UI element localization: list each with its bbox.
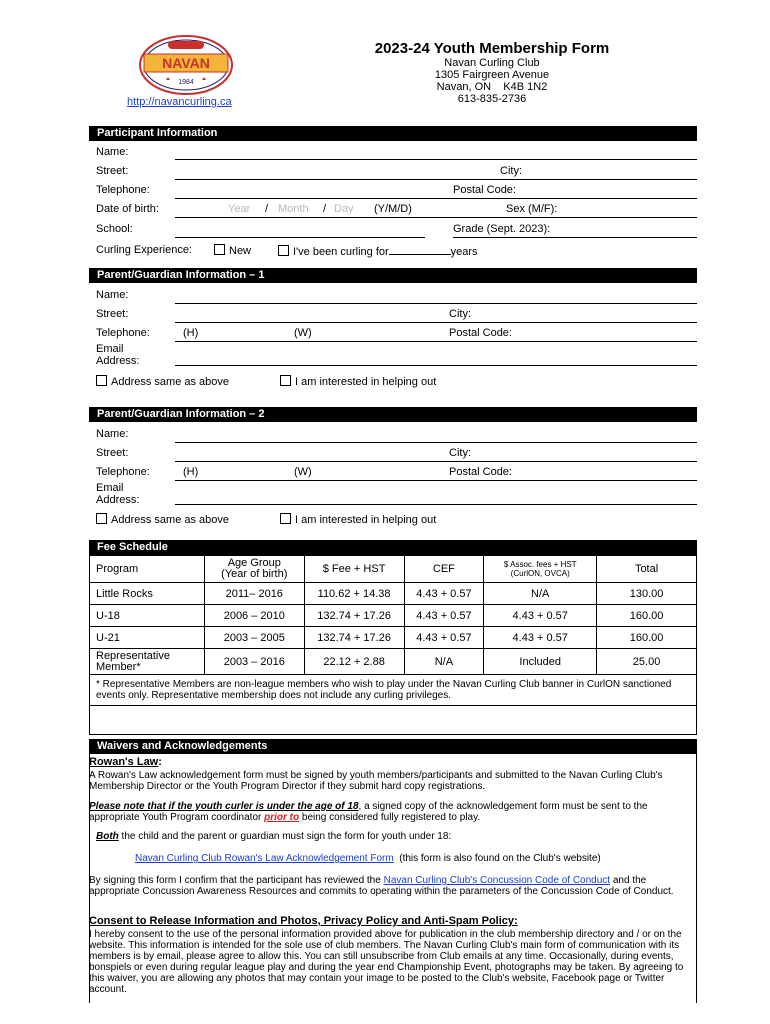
cell-total: 130.00 xyxy=(597,583,697,605)
logo-text: NAVAN xyxy=(162,55,210,71)
cell-fee: 110.62 + 14.38 xyxy=(304,583,404,605)
participant-section-header: Participant Information xyxy=(89,126,697,141)
guardian1-postal-label: Postal Code: xyxy=(449,327,512,339)
guardian1-home-label: (H) xyxy=(183,327,199,339)
under-18-note xyxy=(89,801,693,823)
waivers-section-header: Waivers and Acknowledgements xyxy=(89,739,697,754)
club-phone: 613-835-2736 xyxy=(457,93,527,105)
guardian2-street-label: Street: xyxy=(96,447,129,459)
participant-name-label: Name: xyxy=(96,146,129,158)
table-row xyxy=(90,649,697,675)
table-row xyxy=(90,605,697,627)
participant-street-field[interactable] xyxy=(175,179,697,180)
participant-school-label: School: xyxy=(96,223,133,235)
rowans-law-heading: Rowan's Law xyxy=(89,756,159,768)
guardian1-name-label: Name: xyxy=(96,289,129,301)
same-address-label-1: Address same as above xyxy=(111,376,230,388)
cell-assoc: 4.43 + 0.57 xyxy=(484,627,597,649)
guardian2-name-label: Name: xyxy=(96,428,129,440)
cell-age: 2003 – 2005 xyxy=(204,627,304,649)
guardian1-name-field[interactable] xyxy=(175,303,697,304)
guardian2-email-label-2: Address: xyxy=(96,494,140,506)
guardian1-helping-option[interactable] xyxy=(280,375,436,388)
participant-street-label: Street: xyxy=(96,165,129,177)
club-logo xyxy=(138,34,234,96)
checkbox-same-address-2[interactable] xyxy=(96,513,107,524)
form-header xyxy=(352,40,632,105)
been-curling-label: I've been curling for xyxy=(293,246,389,258)
helping-label-2: I am interested in helping out xyxy=(295,514,437,526)
years-label: years xyxy=(450,246,478,258)
header-cef: CEF xyxy=(404,556,484,583)
guardian2-street-field[interactable] xyxy=(175,461,697,462)
cell-fee: 22.12 + 2.88 xyxy=(304,649,404,675)
guardian2-work-label: (W) xyxy=(294,466,312,478)
cell-cef: 4.43 + 0.57 xyxy=(404,605,484,627)
guardian2-telephone-label: Telephone: xyxy=(96,466,150,478)
dob-separator-2: / xyxy=(323,203,327,215)
cell-program: Little Rocks xyxy=(90,583,205,605)
participant-grade-label: Grade (Sept. 2023): xyxy=(453,223,551,235)
table-row xyxy=(90,627,697,649)
guardian2-name-field[interactable] xyxy=(175,442,697,443)
consent-title: Consent to Release Information and Photos, Privacy Policy and Anti-Spam Policy: xyxy=(89,915,518,927)
cell-program: Representative Member* xyxy=(90,649,205,675)
form-title: 2023-24 Youth Membership Form xyxy=(374,40,610,57)
dob-separator: / xyxy=(265,203,269,215)
cell-cef: 4.43 + 0.57 xyxy=(404,583,484,605)
cell-total: 160.00 xyxy=(597,605,697,627)
participant-postal-label: Postal Code: xyxy=(453,184,516,196)
guardian1-section-header: Parent/Guardian Information – 1 xyxy=(89,268,697,283)
cell-cef: N/A xyxy=(404,649,484,675)
guardian1-work-label: (W) xyxy=(294,327,312,339)
guardian1-email-label-2: Address: xyxy=(96,355,140,367)
participant-telephone-label: Telephone: xyxy=(96,184,150,196)
participant-telephone-field[interactable] xyxy=(175,198,697,199)
participant-school-field[interactable] xyxy=(175,237,425,238)
club-street: 1305 Fairgreen Avenue xyxy=(434,69,550,81)
checkbox-been-curling[interactable] xyxy=(278,245,289,256)
club-name: Navan Curling Club xyxy=(444,57,540,69)
guardian2-city-label: City: xyxy=(449,447,471,459)
signing-text-before: By signing this form I confirm that the participant has reviewed the xyxy=(89,875,384,886)
curling-experience-label: Curling Experience: xyxy=(96,244,192,256)
participant-name-field[interactable] xyxy=(175,159,697,160)
concussion-statement xyxy=(89,875,693,897)
guardian1-street-field[interactable] xyxy=(175,322,697,323)
cell-assoc: 4.43 + 0.57 xyxy=(484,605,597,627)
cell-age: 2011– 2016 xyxy=(204,583,304,605)
header-age-group: Age Group (Year of birth) xyxy=(204,556,304,583)
cell-fee: 132.74 + 17.26 xyxy=(304,605,404,627)
cell-age: 2003 – 2016 xyxy=(204,649,304,675)
acknowledgement-form-line xyxy=(135,853,739,864)
header-program: Program xyxy=(90,556,205,583)
participant-grade-field[interactable] xyxy=(453,237,697,238)
club-city: Navan, ON K4B 1N2 xyxy=(436,81,548,93)
prior-to-text: prior to xyxy=(264,812,300,823)
checkbox-new[interactable] xyxy=(214,244,225,255)
rowans-law-text: A Rowan's Law acknowledgement form must be signed by youth members/participants and submitted to the Navan Curling Club's Membership Director or the Youth Program Director if they submit hard copy registrations. xyxy=(89,770,663,792)
checkbox-helping-1[interactable] xyxy=(280,375,291,386)
dob-month-placeholder[interactable]: Month xyxy=(278,203,309,215)
guardian1-street-label: Street: xyxy=(96,308,129,320)
cell-total: 160.00 xyxy=(597,627,697,649)
dob-year-placeholder[interactable]: Year xyxy=(228,203,251,215)
checkbox-helping-2[interactable] xyxy=(280,513,291,524)
cell-age: 2006 – 2010 xyxy=(204,605,304,627)
guardian1-email-field[interactable] xyxy=(175,365,697,366)
cell-program: U-18 xyxy=(90,605,205,627)
guardian2-telephone-field[interactable] xyxy=(175,480,697,481)
dob-day-placeholder[interactable]: Day xyxy=(334,203,354,215)
header-assoc-fees: $ Assoc. fees + HST (CurlON, OVCA) xyxy=(484,556,597,583)
cell-total: 25.00 xyxy=(597,649,697,675)
participant-sex-label: Sex (M/F): xyxy=(506,203,558,215)
fee-table-header-row xyxy=(90,556,697,583)
experience-years-option[interactable] xyxy=(278,244,478,258)
guardian2-same-address-option[interactable] xyxy=(96,513,229,526)
header-fee: $ Fee + HST xyxy=(304,556,404,583)
guardian2-section-header: Parent/Guardian Information – 2 xyxy=(89,407,697,422)
guardian1-email-label: Email xyxy=(96,343,124,355)
participant-dob-field[interactable] xyxy=(175,217,697,218)
guardian1-telephone-field[interactable] xyxy=(175,341,697,342)
dob-format-hint: (Y/M/D) xyxy=(374,203,412,215)
guardian2-helping-option[interactable] xyxy=(280,513,436,526)
rowans-law-title xyxy=(89,757,693,768)
logo-year: 1984 xyxy=(178,79,194,86)
header-total: Total xyxy=(597,556,697,583)
consent-text: I hereby consent to the use of the personal information provided above for publication in the club membership directory and / or on the website. This information is intended for the sole use of club members. The Navan Curling Club's main form of communication with its members is by email, please agree to allow this. You can still unsubscribe from Club emails at any time. Occasionally, during events, bonspiels or even during regular league play and during the year end Championship Event, photographs may be taken. By agreeing to this waiver, you are allowing any photos that may contain your image to be posted to the Club's website, Facebook page or Twitter account. xyxy=(89,929,684,995)
experience-new-option[interactable] xyxy=(214,244,251,257)
representative-note: * Representative Members are non-league members who wish to play under the Navan Curling Club banner in CurlON sanctioned events only. Representative membership does not include any curling privileges. xyxy=(96,679,672,701)
fee-note-box xyxy=(89,675,697,735)
cell-program: U-21 xyxy=(90,627,205,649)
both-sign-note xyxy=(96,831,700,842)
acknowledgement-form-link[interactable]: Navan Curling Club Rowan's Law Acknowledgement Form xyxy=(135,853,394,864)
guardian2-home-label: (H) xyxy=(183,466,199,478)
under-18-bold: Please note that if the youth curler is under the age of 18 xyxy=(89,801,359,812)
cell-cef: 4.43 + 0.57 xyxy=(404,627,484,649)
concussion-code-link[interactable]: Navan Curling Club's Concussion Code of Conduct xyxy=(383,875,611,886)
checkbox-same-address-1[interactable] xyxy=(96,375,107,386)
experience-new-label: New xyxy=(229,245,252,257)
both-text: the child and the parent or guardian must sign the form for youth under 18: xyxy=(118,831,452,842)
guardian1-telephone-label: Telephone: xyxy=(96,327,150,339)
guardian1-city-label: City: xyxy=(449,308,471,320)
cell-assoc: Included xyxy=(484,649,597,675)
same-address-label-2: Address same as above xyxy=(111,514,230,526)
website-link[interactable]: http://navancurling.ca xyxy=(127,96,232,108)
years-curling-field[interactable] xyxy=(389,244,451,255)
acknowledgement-form-note: (this form is also found on the Club's website) xyxy=(393,853,601,864)
table-row xyxy=(90,583,697,605)
participant-dob-label: Date of birth: xyxy=(96,203,159,215)
fee-table xyxy=(89,555,697,675)
guardian2-email-label: Email xyxy=(96,482,124,494)
guardian2-email-field[interactable] xyxy=(175,504,697,505)
cell-assoc: N/A xyxy=(484,583,597,605)
signing-text-after: and the appropriate Concussion Awareness Resources and commits to operating within the parameters of the Concussion Code of Conduct. xyxy=(89,875,674,897)
under-18-end: being considered fully registered to play. xyxy=(299,812,481,823)
cell-fee: 132.74 + 17.26 xyxy=(304,627,404,649)
fee-section-header: Fee Schedule xyxy=(89,540,697,555)
helping-label-1: I am interested in helping out xyxy=(295,376,437,388)
guardian1-same-address-option[interactable] xyxy=(96,375,229,388)
both-bold: Both xyxy=(96,831,119,842)
participant-city-label: City: xyxy=(500,165,522,177)
guardian2-postal-label: Postal Code: xyxy=(449,466,512,478)
rowans-law-colon: : xyxy=(158,756,162,768)
under-18-mid: , a signed copy of the acknowledgement form must be sent to the appropriate Youth Program coordinator xyxy=(89,801,648,823)
